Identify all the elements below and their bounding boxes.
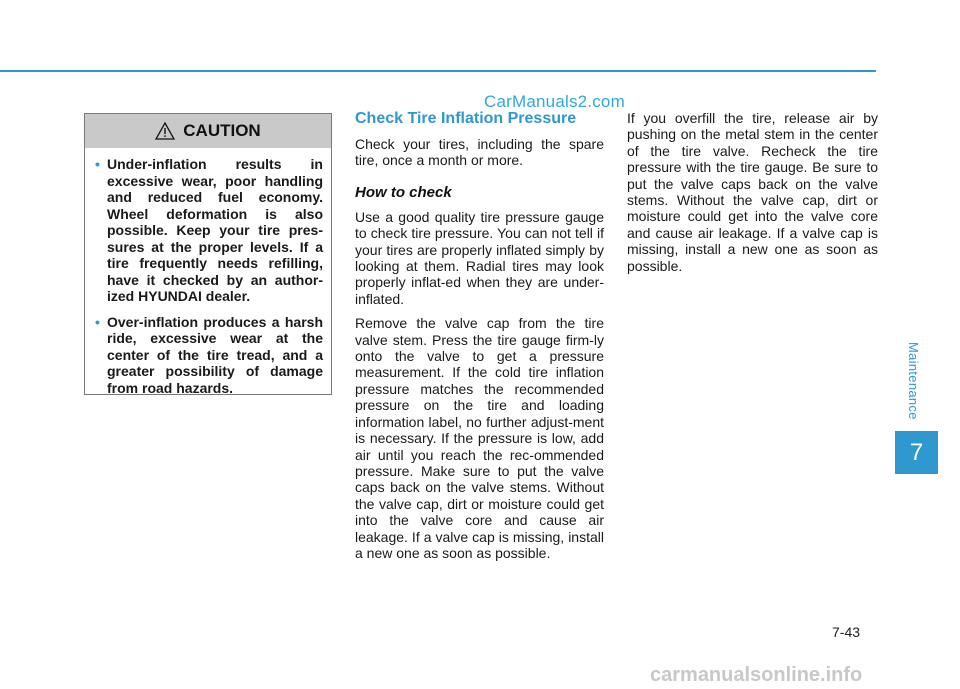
- watermark-bottom[interactable]: carmanualsonline.info: [650, 664, 863, 686]
- bullet-icon: •: [95, 156, 100, 172]
- middle-column: [355, 110, 604, 569]
- header-rule: [0, 70, 876, 72]
- watermark-top[interactable]: CarManuals2.com: [484, 92, 625, 111]
- chapter-label: Maintenance: [906, 342, 921, 420]
- right-column: [627, 110, 878, 282]
- caution-item-text: Under-inflation results in excessive wear, poor handling and reduced fuel economy. Wheel deformation is also possible. Keep your tire pres-sures at the proper levels. If a tire frequently needs refilling, have it checked by an author-ized HYUNDAI dealer.: [107, 156, 323, 304]
- warning-triangle-icon: [155, 122, 175, 140]
- bullet-icon: •: [95, 313, 100, 330]
- intro-paragraph: Check your tires, including the spare tire, once a month or more.: [355, 136, 604, 169]
- caution-item: [95, 156, 323, 305]
- chapter-number-tab: 7: [895, 431, 938, 474]
- page-number: 7-43: [832, 624, 861, 640]
- caution-item-text: Over-inflation produces a harsh ride, excessive wear at the center of the tire tread, and a greater possibility of damage from road hazards.: [107, 313, 323, 396]
- section-title: Check Tire Inflation Pressure: [355, 110, 577, 127]
- caution-item: [95, 314, 323, 397]
- caution-header: [85, 114, 331, 148]
- caution-list: [85, 148, 331, 396]
- body-paragraph: Use a good quality tire pressure gauge to check tire pressure. You can not tell if your tires are properly inflated simply by looking at them. Radial tires may look properly inflat-ed when they are under-inflated.: [355, 208, 604, 307]
- body-paragraph: If you overfill the tire, release air by pushing on the metal stem in the center of the tire valve. Recheck the tire pressure with the tire gauge. Be sure to put the valve caps back on the valve stems. Without the valve cap, dirt or moisture could get into the valve core and cause air leakage. If a valve cap is missing, install a new one as soon as possible.: [627, 110, 878, 274]
- subsection-title: How to check: [355, 183, 452, 201]
- caution-title: CAUTION: [183, 121, 261, 140]
- caution-box: [84, 113, 332, 395]
- body-paragraph: Remove the valve cap from the tire valve stem. Press the tire gauge firm-ly onto the valve to get a pressure measurement. If the cold tire inflation pressure matches the recommended pressure on the tire and loading information label, no further adjust-ment is necessary. If the pressure is low, add air until you reach the rec-ommended pressure. Make sure to put the valve caps back on the valve stems. Without the valve cap, dirt or moisture could get into the valve core and cause air leakage. If a valve cap is missing, install a new one as soon as possible.: [355, 315, 604, 561]
